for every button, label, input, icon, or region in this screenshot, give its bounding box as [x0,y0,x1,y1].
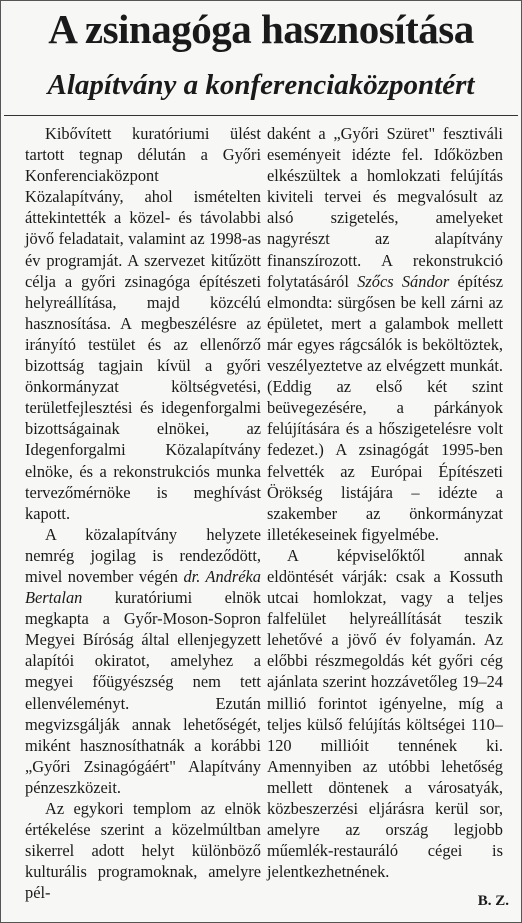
left-column [25,123,261,903]
person-name: Szőcs Sándor [357,271,450,291]
subheadline: Alapítvány a konferenciaközpontért [47,69,475,101]
author-signature: B. Z. [477,893,509,909]
paragraph: A képviselőktől annak eldöntését várják: csak a Kossuth utcai homlokzat, vagy a teljes falfelület helyreállítását teszik lehetővé a jövő év folyamán. Az előbbi részmegoldás két győri cég ajánlata szerint hozzávetőleg 19–24 millió forintot igényelne, míg a teljes külső felújítás költségei 110–120 millióit tennének ki. Amennyiben az utóbbi lehetőség mellett döntenek a városatyák, közbeszerzési eljárásra kerül sor, amelyre az ország legjobb műemlék-restauráló cégei is jelentkezhetnének. [267,545,503,882]
text-run: daként a „Győri Szüret" fesztiváli eseményeit idézte fel. Időközben elkészültek a homlokzati felújítás kiviteli tervei és megvalósult az alsó szigetelés, amelyeket nagyrészt az alapítvány finanszírozott. A rekonstrukció folytatásáról [267,124,503,291]
text-run: A közalapítvány helyzete nemrég jogilag is rendeződött, mivel november végén [25,524,261,586]
divider [4,115,518,116]
right-column [267,123,503,882]
headline: A zsinagóga hasznosítása [48,6,474,52]
person-name: dr. Andréka Bertalan [25,566,261,608]
paragraph: Kibővített kuratóriumi ülést tartott tegnap délután a Győri Konferenciaközpont Közalapítvány, ahol ismételten áttekintették a közel- és távolabbi jövő feladatait, valamint az 1998-as év programját. A szervezet kitűzött célja a győri zsinagóga építészeti helyreállítása, majd közcélú hasznosítása. A megbeszélésre az irányító testület és az ellenőrző bizottság tagjain kívül a győri önkormányzat költségvetési, területfejlesztési és idegenforgalmi bizottságainak elnökei, az Idegenforgalmi Közalapítvány elnöke, és a rekonstrukciós munka tervezőmérnöke is meghívást kapott. [25,124,261,523]
paragraph [25,524,261,798]
text-run: kuratóriumi elnök megkapta a Győr-Moson-Sopron Megyei Bíróság által ellenjegyzett alapítói okiratot, amelyhez a megyei főügyészség nem tett ellenvéleményt. Ezután megvizsgálják annak lehetőségét, miként hasznosíthatnák a korábbi „Győri Zsinagógáért" Alapítvány pénzeszközeit. [25,588,261,797]
paragraph [267,123,503,545]
text-run: építész elmondta: sürgősen be kell zárni az épületet, mert a galambok mellett már egyes rágcsálók is beköltöztek, veszélyeztetve az elvégzett munkát. (Eddig az első két szint beüvegezésére, a párkányok felújítására és a hőszigetelésre volt fedezet.) A zsinagógát 1995-ben felvették az Európai Építészeti Örökség listájára – idézte a szakember az önkormányzat illetékeseinek figyelmébe. [267,271,503,544]
paragraph: Az egykori templom az elnök értékelése szerint a közelmúltban sikerrel adott helyt különböző kulturális programoknak, amelyre pél- [25,799,261,903]
